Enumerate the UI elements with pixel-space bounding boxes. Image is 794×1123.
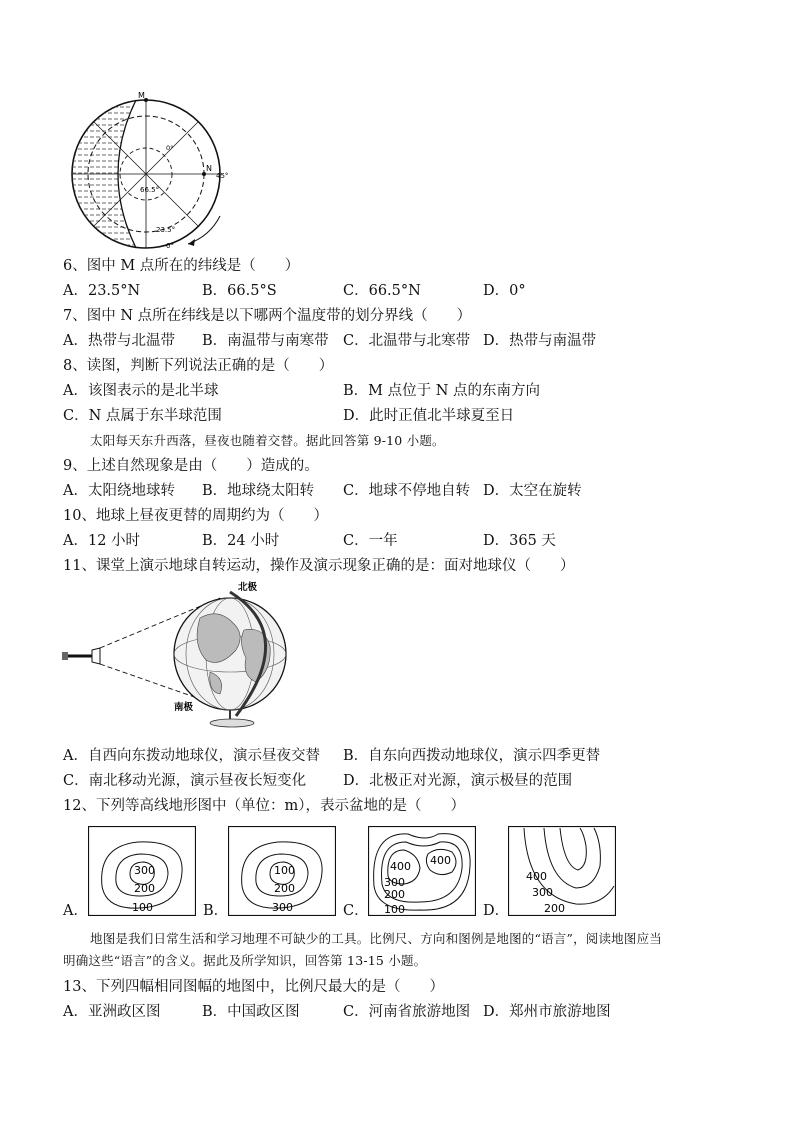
- contour-map-c: [368, 826, 476, 916]
- label-M: M: [138, 92, 145, 100]
- q6-option-d[interactable]: D．0°: [483, 283, 526, 299]
- label-north-pole: 北极: [238, 582, 258, 593]
- q11-option-a[interactable]: A．自西向东拨动地球仪，演示昼夜交替: [63, 748, 320, 764]
- q10-option-d[interactable]: D．365 天: [483, 533, 556, 549]
- q6-stem: 6、图中 M 点所在的纬线是（ ）: [63, 258, 300, 274]
- map-c-label-100: 100: [384, 903, 405, 916]
- q8-option-c[interactable]: C．N 点属于东半球范围: [63, 408, 222, 424]
- q11-option-b[interactable]: B．自东向西拨动地球仪，演示四季更替: [343, 748, 601, 764]
- q8-stem: 8、读图，判断下列说法正确的是（ ）: [63, 358, 334, 374]
- q6-option-a[interactable]: A．23.5°N: [63, 283, 141, 299]
- map-d-label-400: 400: [526, 870, 547, 883]
- q13-option-a[interactable]: A．亚洲政区图: [63, 1004, 161, 1020]
- passage-note-13-15-line1: 地图是我们日常生活和学习地理不可缺少的工具。比例尺、方向和图例是地图的“语言”，阅读地图应当: [90, 931, 662, 946]
- q13-option-d[interactable]: D．郑州市旅游地图: [483, 1004, 611, 1020]
- map-d-label-300: 300: [532, 886, 553, 899]
- q13-option-b[interactable]: B．中国政区图: [202, 1004, 300, 1020]
- map-d-label-200: 200: [544, 902, 565, 915]
- label-south-pole: 南极: [174, 702, 194, 713]
- q13-option-c[interactable]: C．河南省旅游地图: [343, 1004, 471, 1020]
- q9-option-d[interactable]: D．太空在旋转: [483, 483, 582, 499]
- label-0-bottom: 0°: [166, 242, 174, 250]
- q11-option-d[interactable]: D．北极正对光源，演示极昼的范围: [343, 773, 573, 789]
- q9-option-a[interactable]: A．太阳绕地球转: [63, 483, 175, 499]
- map-a-label-100: 100: [132, 901, 153, 914]
- map-c-label-200: 200: [384, 888, 405, 901]
- contour-map-b: [228, 826, 336, 916]
- label-45: 45°: [216, 172, 229, 180]
- passage-note-9-10: 太阳每天东升西落，昼夜也随着交替。据此回答第 9-10 小题。: [90, 433, 445, 448]
- map-b-label-300: 300: [272, 901, 293, 914]
- q8-option-a[interactable]: A．该图表示的是北半球: [63, 383, 219, 399]
- q7-option-d[interactable]: D．热带与南温带: [483, 333, 597, 349]
- map-a-label-200: 200: [134, 882, 155, 895]
- q11-stem: 11、课堂上演示地球自转运动，操作及演示现象正确的是：面对地球仪（ ）: [63, 558, 575, 574]
- map-c-label-400-right: 400: [430, 854, 451, 867]
- q10-option-c[interactable]: C．一年: [343, 533, 398, 549]
- passage-note-13-15-line2: 明确这些“语言”的含义。据此及所学知识，回答第 13-15 小题。: [63, 953, 427, 968]
- q12-stem: 12、下列等高线地形图中（单位：m），表示盆地的是（ ）: [63, 798, 465, 814]
- q7-option-b[interactable]: B．南温带与南寒带: [202, 333, 329, 349]
- label-0-inner: 0°: [166, 144, 174, 152]
- q9-stem: 9、上述自然现象是由（ ）造成的。: [63, 458, 319, 474]
- q12-label-a[interactable]: A．: [63, 903, 88, 919]
- q9-option-b[interactable]: B．地球绕太阳转: [202, 483, 315, 499]
- q7-option-a[interactable]: A．热带与北温带: [63, 333, 175, 349]
- q10-option-b[interactable]: B．24 小时: [202, 533, 280, 549]
- q7-option-c[interactable]: C．北温带与北寒带: [343, 333, 471, 349]
- q10-option-a[interactable]: A．12 小时: [63, 533, 141, 549]
- map-b-label-200: 200: [274, 882, 295, 895]
- globe-light-figure: [60, 578, 300, 728]
- label-665: 66.5°: [140, 186, 160, 194]
- map-b-label-100: 100: [274, 864, 295, 877]
- q11-option-c[interactable]: C．南北移动光源，演示昼夜长短变化: [63, 773, 307, 789]
- contour-map-d: [508, 826, 616, 916]
- q13-stem: 13、下列四幅相同图幅的地图中，比例尺最大的是（ ）: [63, 979, 444, 995]
- map-c-label-400-left: 400: [390, 860, 411, 873]
- q12-label-d[interactable]: D．: [483, 903, 510, 919]
- q6-option-b[interactable]: B．66.5°S: [202, 283, 277, 299]
- label-235: 23.5°: [156, 226, 176, 234]
- q6-option-c[interactable]: C．66.5°N: [343, 283, 421, 299]
- q9-option-c[interactable]: C．地球不停地自转: [343, 483, 471, 499]
- map-c-label-300: 300: [384, 876, 405, 889]
- q8-option-b[interactable]: B．M 点位于 N 点的东南方向: [343, 383, 541, 399]
- label-N: N: [206, 164, 212, 173]
- polar-globe-figure: [60, 92, 240, 252]
- contour-map-a: [88, 826, 196, 916]
- q10-stem: 10、地球上昼夜更替的周期约为（ ）: [63, 508, 328, 524]
- q12-label-b[interactable]: B．: [203, 903, 229, 919]
- q7-stem: 7、图中 N 点所在纬线是以下哪两个温度带的划分界线（ ）: [63, 308, 472, 324]
- q8-option-d[interactable]: D．此时正值北半球夏至日: [343, 408, 515, 424]
- map-a-label-300: 300: [134, 864, 155, 877]
- q12-label-c[interactable]: C．: [343, 903, 369, 919]
